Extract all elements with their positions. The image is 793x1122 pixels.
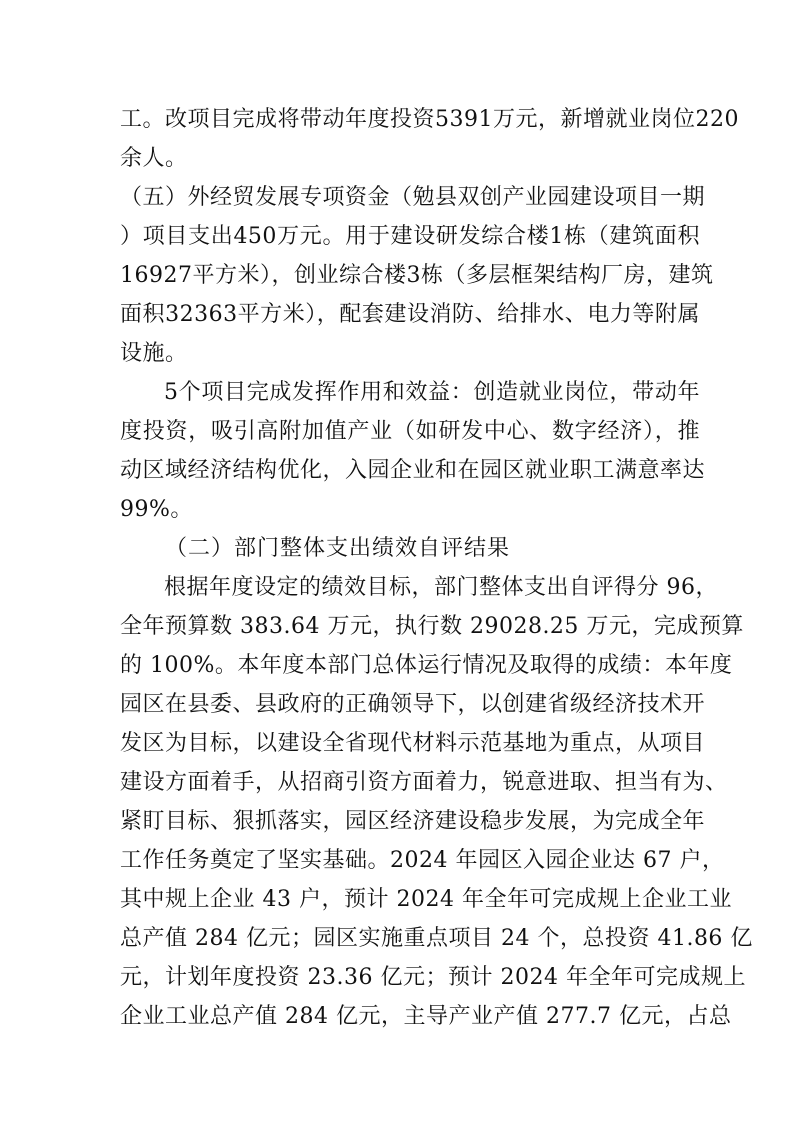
text-line: 全年预算数 383.64 万元，执行数 29028.25 万元，完成预算: [120, 614, 744, 639]
text-line: 其中规上企业 43 户，预计 2024 年全年可完成规上企业工业: [120, 887, 732, 912]
text-line: 元，计划年度投资 23.36 亿元；预计 2024 年全年可完成规上: [120, 965, 746, 990]
text-line: 企业工业总产值 284 亿元，主导产业产值 277.7 亿元，占总: [120, 1004, 732, 1029]
text-line: 99%。: [120, 497, 193, 522]
section-heading: （二）部门整体支出绩效自评结果: [165, 536, 511, 561]
text-line: 发区为目标，以建设全省现代材料示范基地为重点，从项目: [120, 731, 706, 756]
text-line: 度投资，吸引高附加值产业（如研发中心、数字经济），推: [120, 419, 700, 444]
text-line: 建设方面着手，从招商引资方面着力，锐意进取、担当有为、: [120, 770, 728, 795]
text-line: 工。改项目完成将带动年度投资5391万元，新增就业岗位220: [120, 107, 739, 132]
text-line: 总产值 284 亿元；园区实施重点项目 24 个，总投资 41.86 亿: [120, 926, 753, 951]
text-line: 5个项目完成发挥作用和效益：创造就业岗位，带动年: [164, 380, 700, 405]
text-line: 余人。: [120, 146, 188, 171]
text-line: 16927平方米），创业综合楼3栋（多层框架结构厂房，建筑: [120, 263, 714, 288]
text-line: 园区在县委、县政府的正确领导下，以创建省级经济技术开: [120, 692, 706, 717]
text-line: 动区域经济结构优化，入园企业和在园区就业职工满意率达: [120, 458, 706, 483]
text-line: 设施。: [120, 341, 188, 366]
text-line: （五）外经贸发展专项资金（勉县双创产业园建设项目一期: [120, 185, 706, 210]
text-line: 的 100%。本年度本部门总体运行情况及取得的成绩：本年度: [120, 653, 733, 678]
text-line: 根据年度设定的绩效目标，部门整体支出自评得分 96，: [164, 575, 718, 600]
text-line: ）项目支出450万元。用于建设研发综合楼1栋（建筑面积: [120, 224, 700, 249]
text-line: 工作任务奠定了坚实基础。2024 年园区入园企业达 67 户，: [120, 848, 725, 873]
text-line: 紧盯目标、狠抓落实，园区经济建设稳步发展，为完成全年: [120, 809, 706, 834]
text-line: 面积32363平方米），配套建设消防、给排水、电力等附属: [120, 302, 700, 327]
